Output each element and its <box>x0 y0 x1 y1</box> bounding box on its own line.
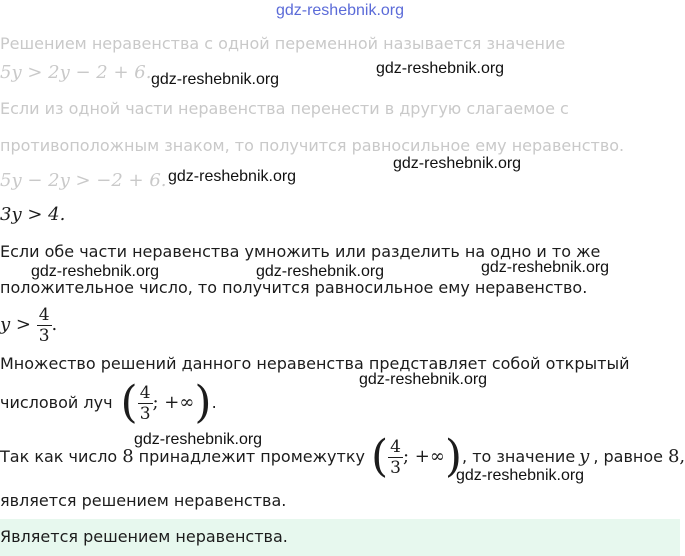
interval-fraction-numerator: 4 <box>139 382 151 403</box>
solution-fraction <box>37 305 52 346</box>
rule-multiply-line2: положительное число, то получится равносильное ему неравенство. <box>0 278 588 297</box>
inequality-solution <box>0 304 57 346</box>
watermark: gdz-reshebnik.org <box>31 263 160 280</box>
check-interval-fraction <box>388 437 403 478</box>
watermark: gdz-reshebnik.org <box>359 371 488 388</box>
inequality-transferred-text: 5y − 2y > −2 + 6. <box>0 170 167 191</box>
check-variable: y <box>579 446 590 467</box>
inequality-transferred <box>0 171 167 191</box>
watermark: gdz-reshebnik.org <box>481 259 610 276</box>
watermark: gdz-reshebnik.org <box>256 263 385 280</box>
rule-multiply-line1: Если обе части неравенства умножить или разделить на одно и то же <box>0 242 601 261</box>
watermark: gdz-reshebnik.org <box>456 467 585 484</box>
check-interval-right-paren: ) <box>444 431 463 482</box>
solution-interval <box>121 378 212 428</box>
solution-set-ray-label: числовой луч <box>0 393 113 412</box>
interval-fraction <box>138 383 153 424</box>
rule-transfer-line1: Если из одной части неравенства перенести в другую слагаемое с <box>0 99 569 118</box>
interval-right-paren: ) <box>194 377 212 428</box>
watermark: gdz-reshebnik.org <box>393 155 522 172</box>
inequality-original-text: 5y > 2y − 2 + 6. <box>0 62 152 83</box>
definition-text: Решением неравенства с одной переменной называется значение <box>0 34 566 53</box>
watermark: gdz-reshebnik.org <box>134 431 263 448</box>
check-interval <box>371 432 462 482</box>
check-value: 8, <box>667 446 685 467</box>
solution-period: . <box>51 314 58 335</box>
check-text-a: Так как число <box>0 447 118 466</box>
check-text-c: , то значение <box>462 447 576 466</box>
solution-fraction-denominator: 3 <box>38 325 50 346</box>
watermark: gdz-reshebnik.org <box>168 168 297 185</box>
solution-set-period: . <box>211 393 217 412</box>
interval-fraction-denominator: 3 <box>139 403 151 424</box>
check-text-d: , равное <box>593 447 663 466</box>
watermark: gdz-reshebnik.org <box>151 71 280 88</box>
check-conclusion: является решением неравенства. <box>0 491 287 510</box>
inequality-original <box>0 63 151 83</box>
watermark: gdz-reshebnik.org <box>376 60 505 77</box>
answer-box <box>0 519 680 556</box>
solution-set-line1: Множество решений данного неравенства представляет собой открытый <box>0 354 630 373</box>
solution-fraction-numerator: 4 <box>38 304 50 325</box>
solution-lhs: y > <box>0 314 31 335</box>
check-number: 8 <box>122 446 134 467</box>
check-text-b: принадлежит промежутку <box>138 447 365 466</box>
inequality-simplified <box>0 205 65 225</box>
rule-transfer-line2: противоположным знаком, то получится равносильное ему неравенство. <box>0 136 625 155</box>
check-interval-rest: ; +∞ <box>402 446 445 467</box>
interval-left-paren: ( <box>120 377 138 428</box>
solution-set-line2 <box>0 378 217 428</box>
check-interval-left-paren: ( <box>370 431 389 482</box>
top-watermark: gdz-reshebnik.org <box>275 2 405 19</box>
check-interval-denominator: 3 <box>390 457 401 478</box>
answer-text: Является решением неравенства. <box>0 527 288 546</box>
check-interval-numerator: 4 <box>390 436 401 457</box>
interval-rest: ; +∞ <box>152 392 195 413</box>
inequality-simplified-text: 3y > 4. <box>0 204 66 225</box>
